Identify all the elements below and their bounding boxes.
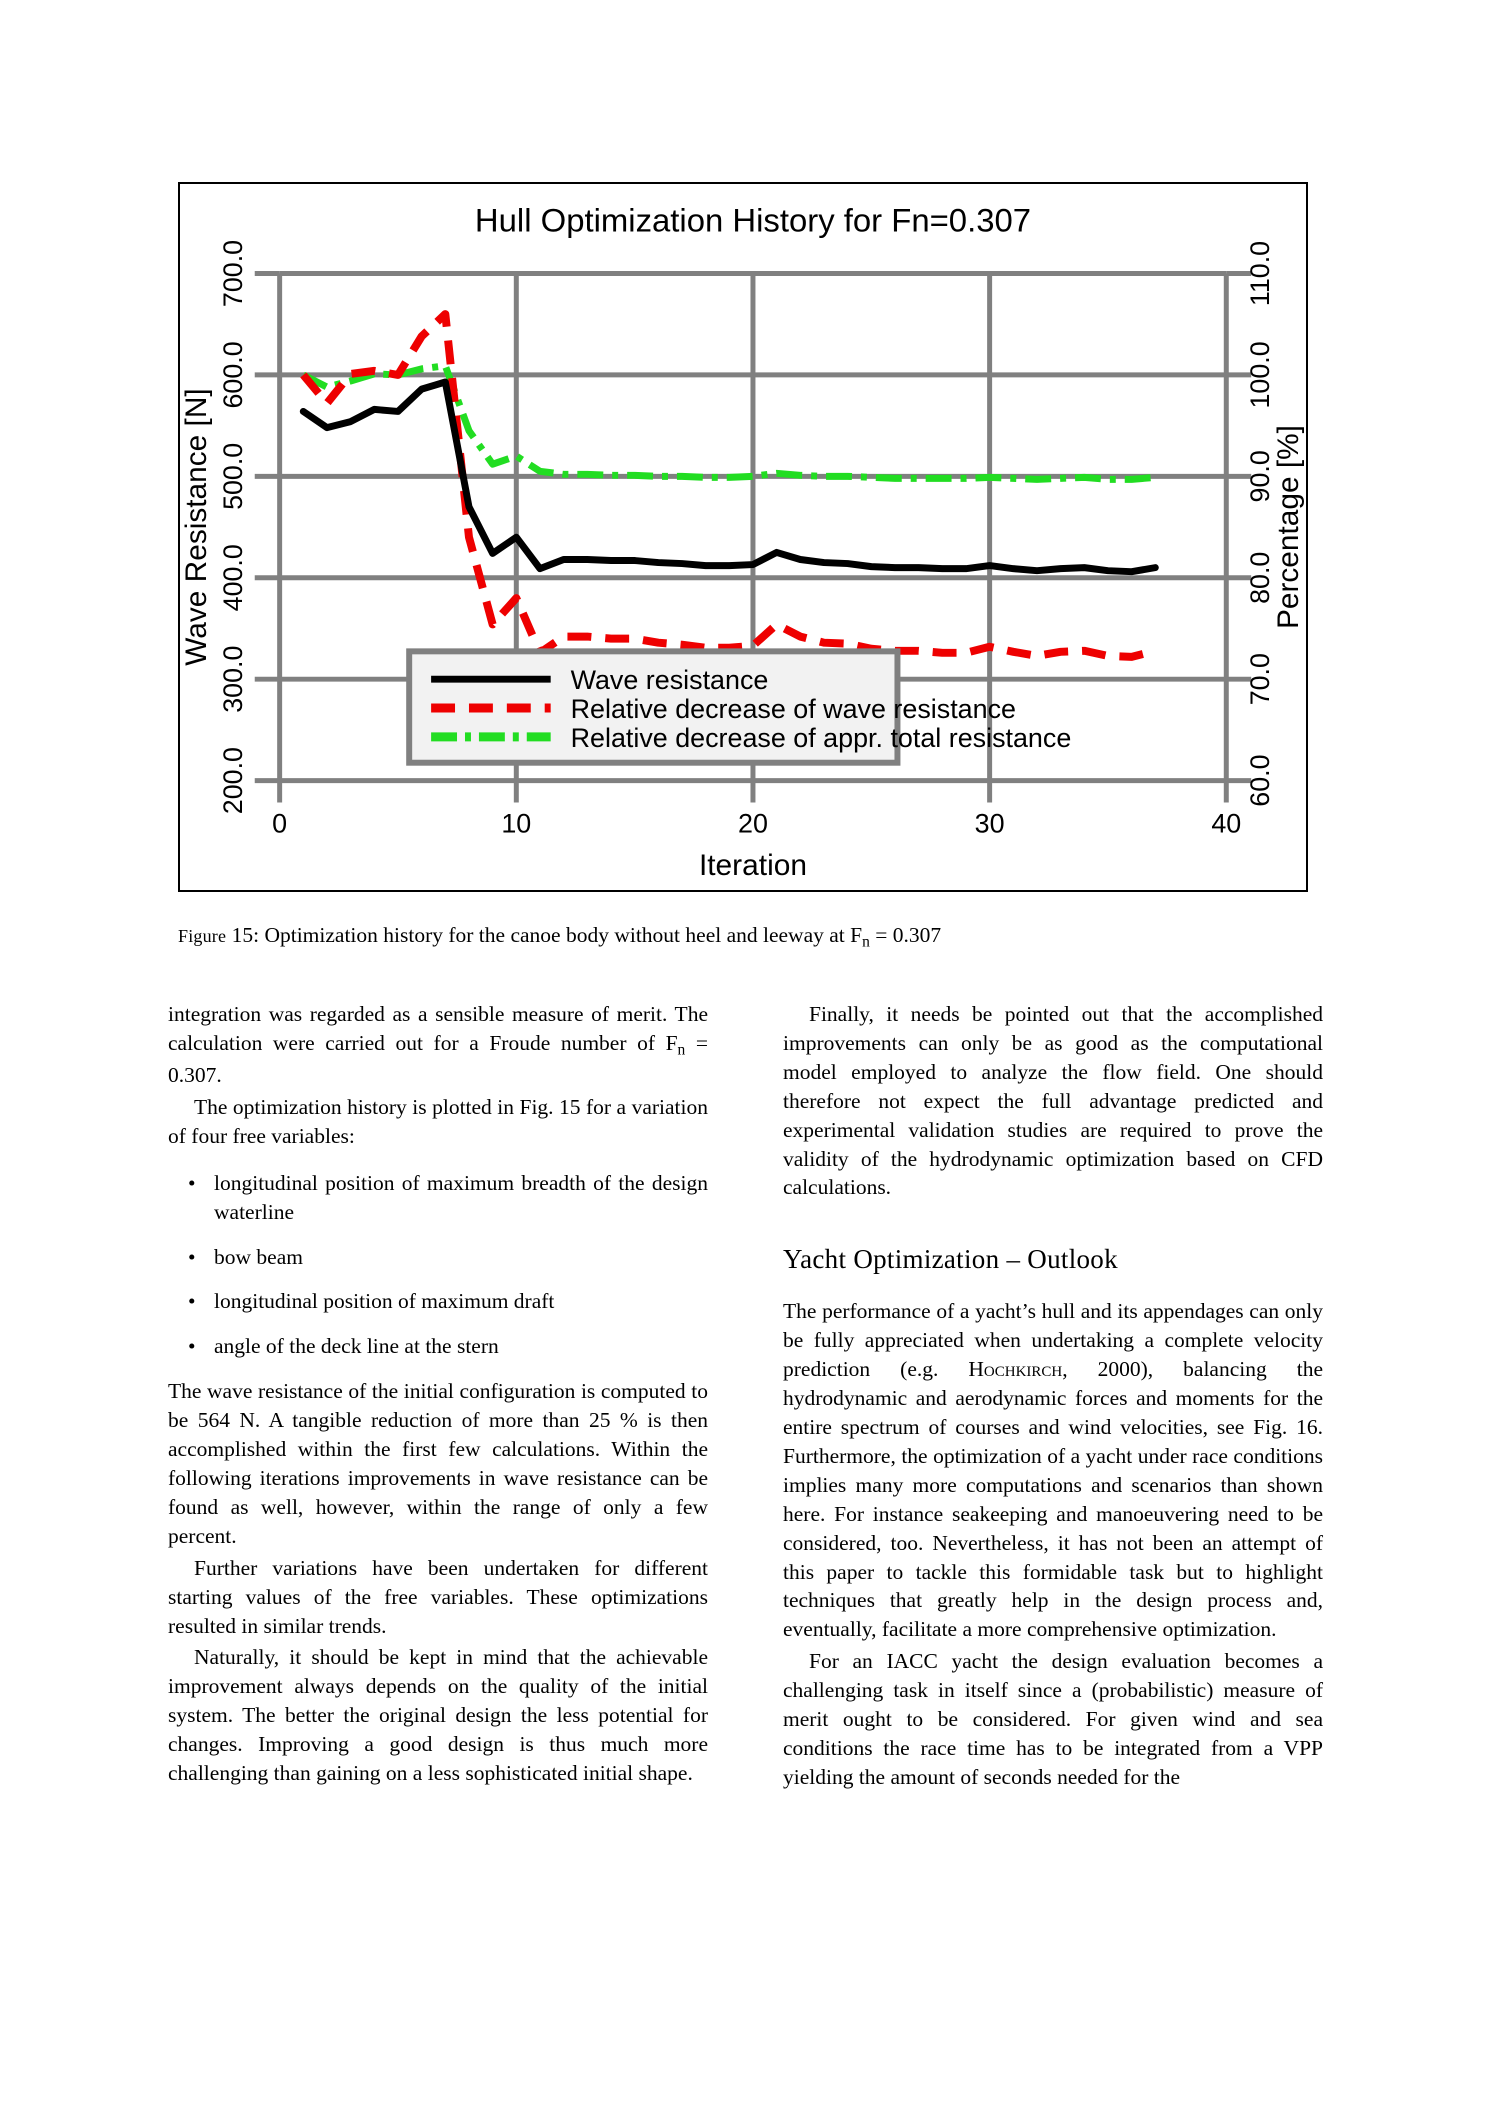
ytick-300: 300.0 (217, 645, 248, 713)
left-paragraph-1-subscript: n (677, 1041, 686, 1059)
legend-label-wave-resistance: Wave resistance (570, 665, 769, 696)
xtick-40: 40 (1211, 808, 1242, 839)
left-paragraph-2: The optimization history is plotted in Fig. 15 for a variation of four free variables: (168, 1094, 708, 1148)
figure-caption-text: Optimization history for the canoe body without heel and leeway at F (264, 923, 863, 947)
series-line-relative-wave-resistance (303, 314, 1155, 657)
y2-axis-tick-labels (1245, 241, 1275, 807)
y-axis-label: Wave Resistance [N] (180, 388, 213, 666)
y2tick-90: 90.0 (1245, 450, 1276, 503)
figure-caption-subscript: n (862, 933, 870, 951)
y2tick-110: 110.0 (1245, 240, 1276, 307)
list-item: • longitudinal position of maximum breadth of the design waterline (210, 1169, 708, 1227)
figure-caption-tail: = 0.307 (869, 923, 942, 947)
figure-caption-number: 15: (231, 923, 260, 947)
xtick-10: 10 (501, 808, 532, 839)
free-variables-list (168, 1169, 708, 1362)
ytick-200: 200.0 (217, 747, 248, 815)
xtick-30: 30 (974, 808, 1005, 839)
y2tick-100: 100.0 (1245, 341, 1276, 409)
right-paragraph-2-part-a: The performance of a yacht’s hull and its appendages can only be fully appreciated when undertaking a complete velocity prediction (e.g. (783, 1299, 1323, 1382)
left-axis-ticks (255, 273, 280, 780)
x-axis-tick-labels (272, 808, 1241, 838)
y-axis-tick-labels (218, 240, 248, 814)
chart-title: Hull Optimization History for Fn=0.307 (474, 201, 1032, 239)
list-item: • bow beam (210, 1243, 708, 1272)
legend-label-relative-wave: Relative decrease of wave resistance (570, 693, 1016, 724)
left-paragraph-5: Naturally, it should be kept in mind that the achievable improvement always depends on the quality of the initial system. The better the original design the less potential for changes. Improving a good design is thus much more challenging than gaining on a less sophisticated initial shape. (168, 1645, 708, 1786)
chart-legend (409, 651, 1071, 762)
figure-caption-label: Figure (178, 926, 227, 946)
left-paragraph-1-tail: = 0.307. (168, 1030, 708, 1088)
chart-series-group (303, 314, 1155, 657)
right-paragraph-1: Finally, it needs be pointed out that the accomplished improvements can only be as good as the computational model employed to analyze the flow field. One should therefore not expect the full advantage predicted and experimental validation studies are required to prove the validity of the hydrodynamic optimization based on CFD calculations. (783, 1002, 1323, 1200)
right-paragraph-3: For an IACC yacht the design evaluation becomes a challenging task in itself since a (probabilistic) measure of merit ought to be considered. For given wind and sea conditions the race time has to be integrated from a VPP yielding the amount of seconds needed for the (783, 1649, 1323, 1789)
ytick-600: 600.0 (217, 341, 248, 409)
xtick-0: 0 (272, 808, 288, 839)
right-column (783, 1000, 1323, 1795)
x-axis-label: Iteration (698, 849, 807, 883)
left-column (168, 1000, 708, 1795)
left-paragraph-1-text: integration was regarded as a sensible measure of merit. The calculation were carried out for a Froude number of F (168, 1002, 708, 1055)
y2-axis-label: Percentage [%] (1272, 425, 1306, 630)
xtick-20: 20 (738, 808, 768, 839)
list-item: • longitudinal position of maximum draft (210, 1287, 708, 1316)
x-axis-ticks (280, 781, 1227, 803)
body-columns (168, 1000, 1323, 1795)
optimization-history-chart (180, 184, 1306, 890)
left-paragraph-4: Further variations have been undertaken for different starting values of the free variables. These optimizations resulted in similar trends. (168, 1555, 708, 1638)
figure-caption (178, 922, 1313, 952)
ytick-700: 700.0 (217, 239, 248, 308)
ytick-500: 500.0 (217, 442, 248, 510)
ytick-400: 400.0 (217, 544, 248, 612)
right-paragraph-2-part-b: , 2000), balancing the hydrodynamic and aerodynamic forces and moments for the entire spectrum of courses and wind velocities, see Fig. 16. Furthermore, the optimization of a yacht under race conditions implies many more computations and scenarios than shown here. For instance seakeeping and manoeuvering need to be considered, too. Nevertheless, it has not been an attempt of this paper to tackle this formidable task but to highlight techniques that greatly help in the design process and, eventually, facilitate a more comprehensive optimization. (783, 1357, 1323, 1642)
figure-15-panel (178, 182, 1308, 892)
y2tick-70: 70.0 (1245, 653, 1276, 706)
right-paragraph-2 (783, 1297, 1323, 1644)
left-paragraph-1 (168, 1000, 708, 1090)
left-paragraph-3: The wave resistance of the initial configuration is computed to be 564 N. A tangible reduction of more than 25 % is then accomplished within the first few calculations. Within the following iterations improvements in wave resistance can be found as well, however, within the range of only a few percent. (168, 1379, 708, 1548)
list-item: • angle of the deck line at the stern (210, 1332, 708, 1361)
citation-hochkirch: Hochkirch (968, 1357, 1063, 1382)
y2tick-60: 60.0 (1245, 754, 1276, 807)
y2tick-80: 80.0 (1245, 551, 1276, 604)
section-heading-yacht-optimization-outlook: Yacht Optimization – Outlook (783, 1244, 1118, 1275)
legend-label-relative-total: Relative decrease of appr. total resistance (570, 722, 1072, 753)
